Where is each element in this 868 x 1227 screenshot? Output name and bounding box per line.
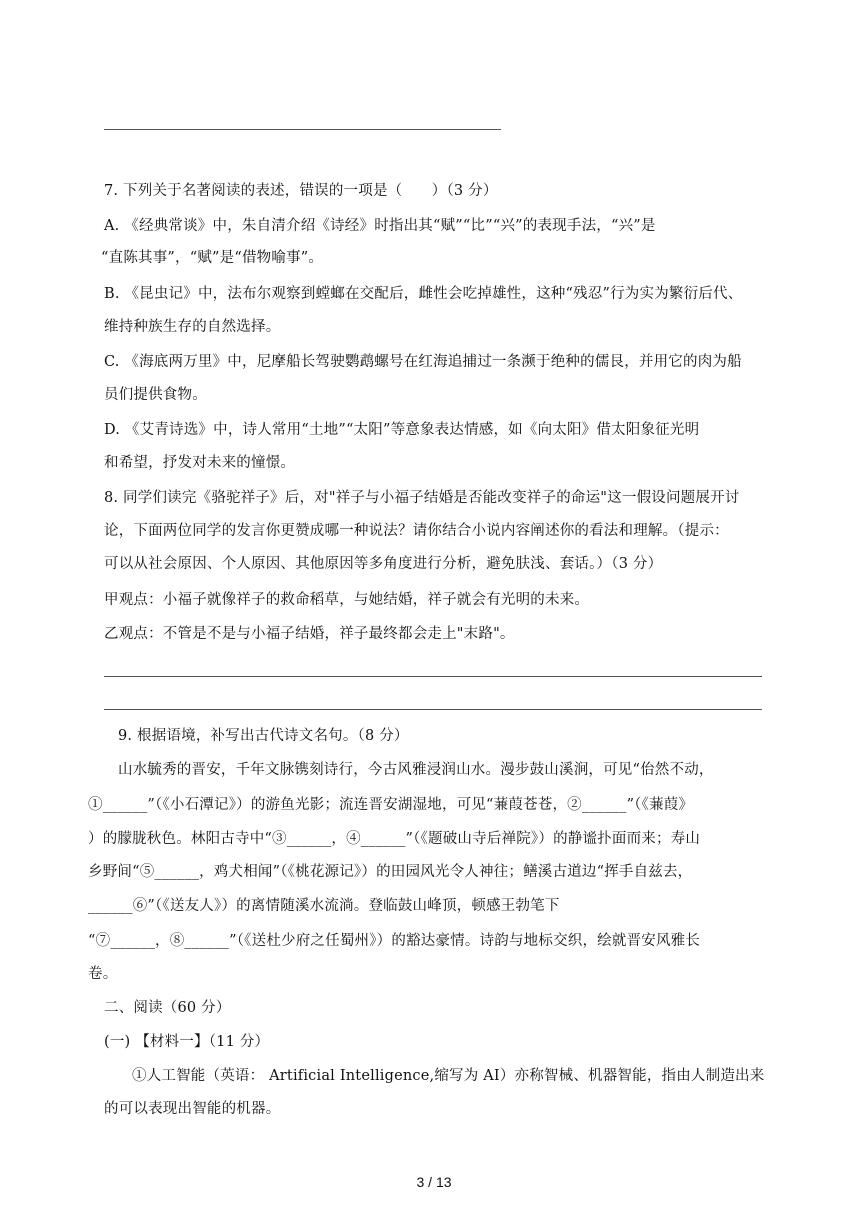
q7-option-c-line1: C. 《海底两万里》中，尼摩船长驾驶鹦鹉螺号在红海追捕过一条濒于绝种的儒艮，并用它的肉为船 [104,354,742,370]
q9-passage-line5: ______⑥”（《送友人》）的离情随溪水流淌。登临鼓山峰顶，顿感王勃笔下 [88,898,560,914]
q7-option-d-line2: 和希望，抒发对未来的憧憬。 [104,455,296,471]
q9-passage-line3: ）的朦胧秋色。林阳古寺中“③______，④______”（《题破山寺后禅院》）的静谧扑面而来；寿山 [88,831,701,847]
q8-viewpoint-jia: 甲观点：小福子就像祥子的救命稻草，与她结婚，祥子就会有光明的未来。 [104,592,590,608]
q8-viewpoint-yi: 乙观点：不管是不是与小福子结婚，祥子最终都会走上"末路"。 [104,626,515,642]
q8-answer-line-1 [104,676,762,677]
q7-stem: 7. 下列关于名著阅读的表述，错误的一项是（ ）（3 分） [104,183,498,199]
q8-stem-line1: 8. 同学们读完《骆驼祥子》后，对"祥子与小福子结婚是否能改变祥子的命运"这一假设问题展开讨 [104,490,740,506]
material-text-line1: ①人工智能（英语： Artificial Intelligence,缩写为 AI）亦称智械、机器智能，指由人制造出来 [132,1068,765,1084]
q9-stem: 9. 根据语境，补写出古代诗文名句。（8 分） [118,728,409,744]
q7-option-b-line1: B. 《昆虫记》中，法布尔观察到螳螂在交配后，雌性会吃掉雄性，这种“残忍”行为实为繁衍后代、 [104,286,743,302]
q7-option-d-line1: D. 《艾青诗选》中，诗人常用“土地”“太阳”等意象表达情感，如《向太阳》借太阳象征光明 [104,422,700,438]
answer-line-top [104,129,501,130]
page-number: 3 / 13 [416,1174,452,1190]
q8-stem-line3: 可以从社会原因、个人原因、其他原因等多角度进行分析，避免肤浅、套话。）（3 分） [104,556,663,572]
q8-stem-line2: 论，下面两位同学的发言你更赞成哪一种说法？请你结合小说内容阐述你的看法和理解。（提示： [104,523,729,539]
q9-passage-line4: 乡野间“⑤______，鸡犬相闻”（《桃花源记》）的田园风光令人神往；鳝溪古道边“挥手自兹去， [88,864,693,880]
q7-option-a-line2: “直陈其事”，“赋”是“借物喻事”。 [101,250,324,266]
q9-passage-line7: 卷。 [88,966,118,982]
q7-option-a-line1: A. 《经典常谈》中，朱自清介绍《诗经》时指出其“赋”“比”“兴”的表现手法，“兴”是 [104,218,656,234]
material-text-line2: 的可以表现出智能的机器。 [104,1101,281,1117]
q8-answer-line-2 [104,709,762,710]
q7-option-c-line2: 员们提供食物。 [104,387,207,403]
material-heading: (一) 【材料一】（11 分） [104,1034,270,1050]
q9-passage-line1: 山水毓秀的晋安，千年文脉镌刻诗行，今古风雅浸润山水。漫步鼓山溪涧，可见“佁然不动， [118,762,714,778]
section-heading: 二、阅读（60 分） [104,1000,231,1016]
q9-passage-line2: ①______”（《小石潭记》）的游鱼光影；流连晋安湖湿地，可见“蒹葭苍苍，②______”（《蒹葭》 [88,797,694,813]
q7-option-b-line2: 维持种族生存的自然选择。 [104,319,281,335]
q9-passage-line6: “⑦______，⑧______”（《送杜少府之任蜀州》）的豁达豪情。诗韵与地标交织，绘就晋安风雅长 [88,933,701,949]
